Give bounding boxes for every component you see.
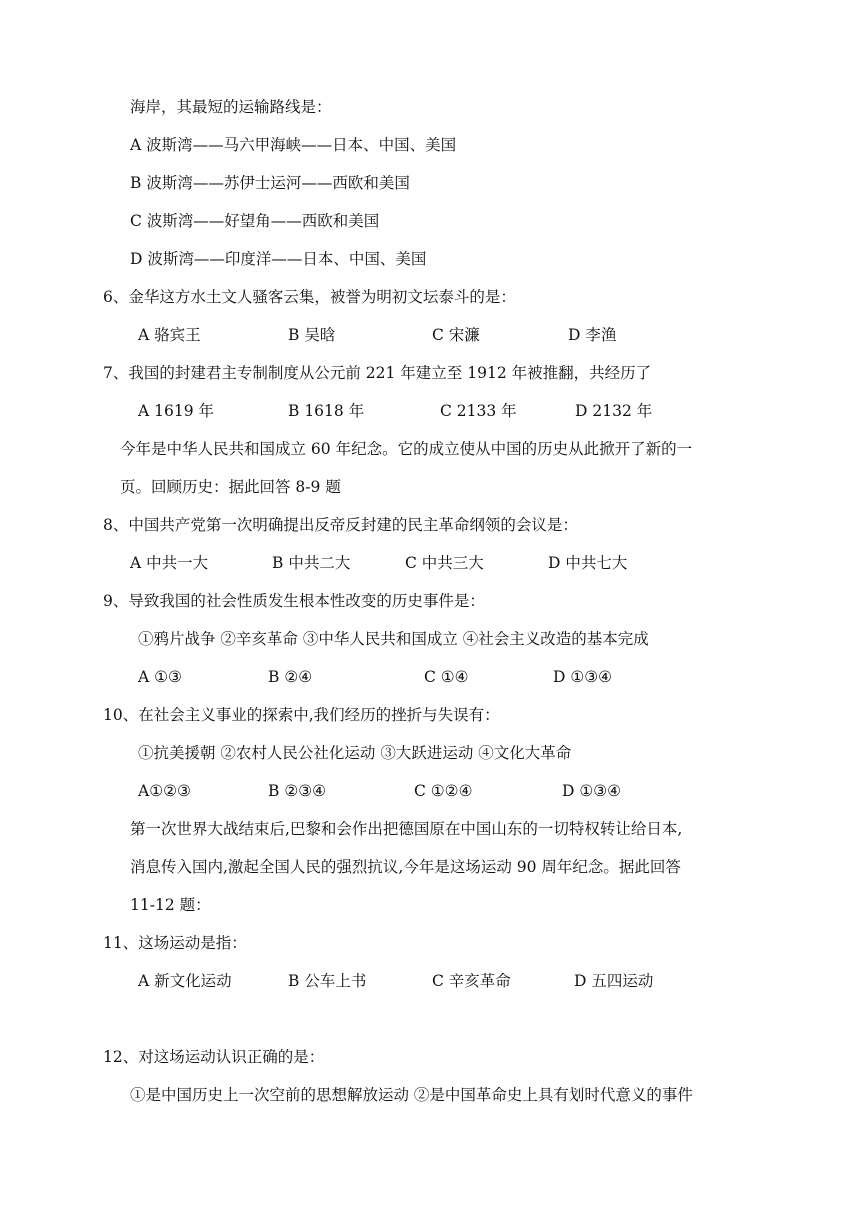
q11-option-a: A 新文化运动	[138, 972, 232, 990]
q11-option-b: B 公车上书	[288, 972, 367, 990]
q6-option-d: D 李渔	[568, 326, 617, 344]
q7-option-c: C 2133 年	[440, 402, 517, 420]
q7-option-a: A 1619 年	[138, 402, 214, 420]
q10-items: ①抗美援朝 ②农村人民公社化运动 ③大跃进运动 ④文化大革命	[138, 744, 572, 762]
q6-option-c: C 宋濂	[432, 326, 480, 344]
q10-stem: 10、在社会主义事业的探索中,我们经历的挫折与失误有：	[103, 706, 500, 724]
q5-option-d: D 波斯湾——印度洋——日本、中国、美国	[130, 250, 427, 268]
q8-option-d: D 中共七大	[548, 554, 628, 572]
passage-8-9-line1: 今年是中华人民共和国成立 60 年纪念。它的成立使从中国的历史从此掀开了新的一	[120, 440, 693, 458]
q6-option-b: B 吴晗	[288, 326, 336, 344]
q5-stem-end: 海岸，其最短的运输路线是：	[130, 98, 332, 116]
q11-option-d: D 五四运动	[574, 972, 654, 990]
q9-stem: 9、导致我国的社会性质发生根本性改变的历史事件是：	[103, 592, 485, 610]
q9-option-b: B ②④	[268, 668, 313, 686]
q12-items: ①是中国历史上一次空前的思想解放运动 ②是中国革命史上具有划时代意义的事件	[130, 1086, 693, 1104]
q9-option-a: A ①③	[138, 668, 182, 686]
q10-option-a: A①②③	[138, 782, 191, 800]
q5-option-b: B 波斯湾——苏伊士运河——西欧和美国	[130, 174, 410, 192]
q9-items: ①鸦片战争 ②辛亥革命 ③中华人民共和国成立 ④社会主义改造的基本完成	[138, 630, 649, 648]
passage-11-12-line2: 消息传入国内,激起全国人民的强烈抗议,今年是这场运动 90 周年纪念。据此回答	[130, 858, 681, 876]
q7-option-d: D 2132 年	[575, 402, 653, 420]
q11-option-c: C 辛亥革命	[432, 972, 511, 990]
passage-8-9-line2: 页。回顾历史：据此回答 8-9 题	[120, 478, 341, 496]
q9-option-c: C ①④	[424, 668, 469, 686]
q5-option-c: C 波斯湾——好望角——西欧和美国	[130, 212, 380, 230]
q8-option-a: A 中共一大	[130, 554, 209, 572]
q8-option-b: B 中共二大	[272, 554, 351, 572]
q10-option-b: B ②③④	[268, 782, 327, 800]
q9-option-d: D ①③④	[553, 668, 613, 686]
q7-option-b: B 1618 年	[288, 402, 365, 420]
passage-11-12-line3: 11-12 题：	[130, 896, 211, 914]
q10-option-d: D ①③④	[562, 782, 622, 800]
q8-option-c: C 中共三大	[405, 554, 484, 572]
q5-option-a: A 波斯湾——马六甲海峡——日本、中国、美国	[130, 136, 457, 154]
q12-stem: 12、对这场运动认识正确的是：	[103, 1048, 325, 1066]
q6-option-a: A 骆宾王	[138, 326, 201, 344]
q11-stem: 11、这场运动是指：	[103, 934, 247, 952]
passage-11-12-line1: 第一次世界大战结束后,巴黎和会作出把德国原在中国山东的一切特权转让给日本,	[130, 820, 683, 838]
q7-stem: 7、我国的封建君主专制制度从公元前 221 年建立至 1912 年被推翻，共经历了	[103, 364, 652, 382]
q10-option-c: C ①②④	[414, 782, 473, 800]
q6-stem: 6、金华这方水土文人骚客云集，被誉为明初文坛泰斗的是：	[103, 288, 516, 306]
q8-stem: 8、中国共产党第一次明确提出反帝反封建的民主革命纲领的会议是：	[103, 516, 578, 534]
